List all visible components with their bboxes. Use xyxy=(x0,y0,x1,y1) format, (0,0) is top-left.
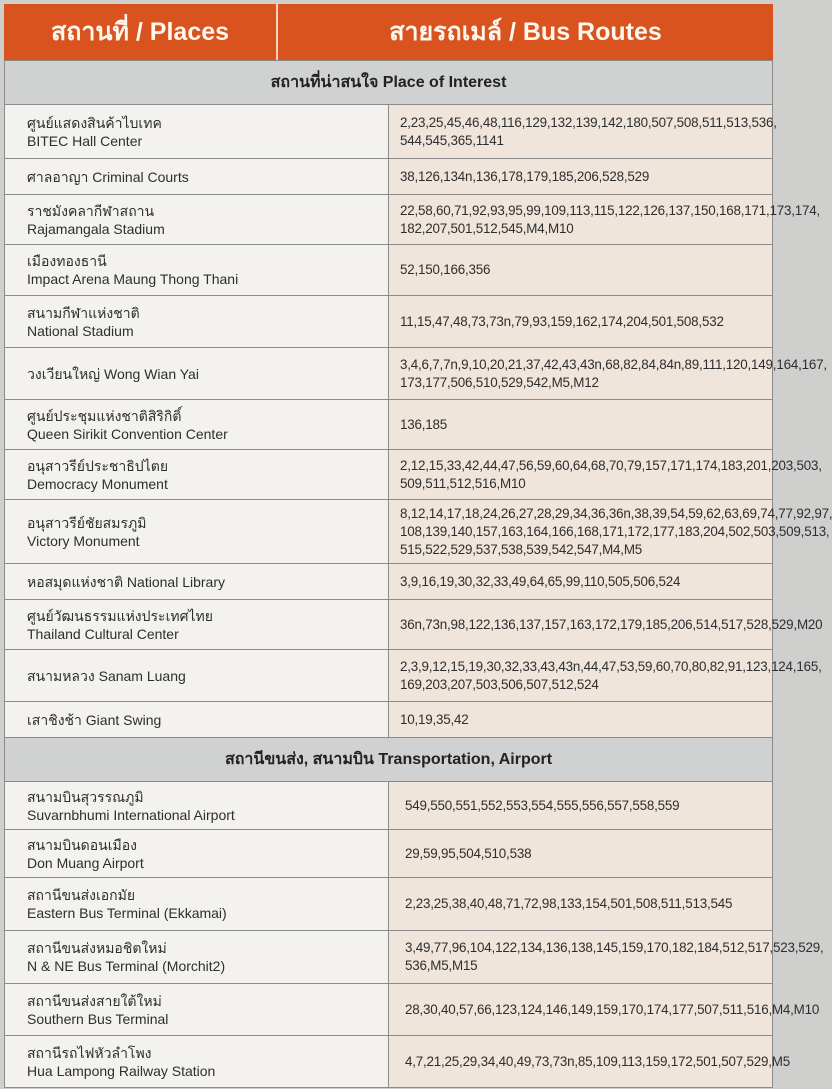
place-name-line: Suvarnbhumi International Airport xyxy=(27,806,235,823)
routes-cell xyxy=(389,296,773,348)
routes-line: 3,4,6,7,7n,9,10,20,21,37,42,43,43n,68,82,84,84n,89,111,120,149,164,167, xyxy=(400,356,827,372)
routes-cell xyxy=(389,931,824,984)
place-cell xyxy=(5,400,389,450)
place-name-line: สนามหลวง Sanam Luang xyxy=(27,667,186,684)
routes-line: 136,185 xyxy=(400,416,448,432)
table-row xyxy=(5,1036,773,1088)
place-name-line: อนุสาวรีย์ชัยสมรภูมิ xyxy=(27,514,147,531)
place-name-line: Southern Bus Terminal xyxy=(27,1010,169,1027)
place-name-line: National Stadium xyxy=(27,322,134,339)
table-row xyxy=(5,500,773,564)
routes-cell xyxy=(389,195,821,245)
table-row xyxy=(5,245,773,296)
routes-cell xyxy=(389,450,822,500)
table-row xyxy=(5,600,773,650)
table-row xyxy=(5,195,773,245)
place-name-line: อนุสาวรีย์ประชาธิปไตย xyxy=(27,457,169,474)
place-name-line: สถานีขนส่งสายใต้ใหม่ xyxy=(27,992,162,1009)
section-title: สถานีขนส่ง, สนามบิน Transportation, Airport xyxy=(5,738,773,782)
routes-line: 182,207,501,512,545,M4,M10 xyxy=(400,220,574,236)
routes-line: 11,15,47,48,73,73n,79,93,159,162,174,204,501,508,532 xyxy=(400,313,724,329)
place-name-line: สถานีขนส่งหมอชิตใหม่ xyxy=(27,940,167,956)
place-name-line: Rajamangala Stadium xyxy=(27,220,165,237)
routes-line: 3,49,77,96,104,122,134,136,138,145,159,170,182,184,512,517,523,529, xyxy=(405,940,824,955)
place-cell xyxy=(5,500,389,564)
routes-cell xyxy=(389,245,773,296)
place-name-line: Don Muang Airport xyxy=(27,854,144,871)
routes-line: 22,58,60,71,92,93,95,99,109,113,115,122,126,137,150,168,171,173,174, xyxy=(400,202,821,218)
routes-line: 36n,73n,98,122,136,137,157,163,172,179,185,206,514,517,528,529,M20 xyxy=(400,616,823,632)
table-row xyxy=(5,878,773,931)
table-row xyxy=(5,296,773,348)
place-cell xyxy=(5,702,389,738)
routes-line: 173,177,506,510,529,542,M5,M12 xyxy=(400,374,599,390)
routes-cell xyxy=(389,400,773,450)
table-row xyxy=(5,782,773,830)
routes-cell xyxy=(389,348,827,400)
routes-line: 28,30,40,57,66,123,124,146,149,159,170,174,177,507,511,516,M4,M10 xyxy=(405,1001,820,1017)
routes-cell xyxy=(389,105,777,159)
routes-cell xyxy=(389,564,773,600)
place-cell xyxy=(5,105,389,159)
table-row xyxy=(5,702,773,738)
routes-line: 2,12,15,33,42,44,47,56,59,60,64,68,70,79,157,171,174,183,201,203,503, xyxy=(400,457,822,473)
place-cell xyxy=(5,878,389,931)
routes-line: 2,23,25,45,46,48,116,129,132,139,142,180,507,508,511,513,536, xyxy=(400,114,777,130)
routes-line: 2,3,9,12,15,19,30,32,33,43,43n,44,47,53,59,60,70,80,82,91,123,124,165, xyxy=(400,658,822,674)
bus-route-sheet xyxy=(4,4,832,1085)
routes-column-header: สายรถเมล์ / Bus Routes xyxy=(278,4,773,60)
routes-cell xyxy=(389,984,820,1036)
place-name-line: Democracy Monument xyxy=(27,475,168,492)
table-row xyxy=(5,400,773,450)
routes-cell xyxy=(389,650,822,702)
place-cell xyxy=(5,600,389,650)
routes-table xyxy=(4,60,832,1088)
routes-line: 515,522,529,537,538,539,542,547,M4,M5 xyxy=(400,541,643,557)
routes-line: 169,203,207,503,506,507,512,524 xyxy=(400,676,599,692)
place-name-line: ศูนย์แสดงสินค้าไบเทค xyxy=(27,114,162,131)
routes-line: 38,126,134n,136,178,179,185,206,528,529 xyxy=(400,168,650,184)
place-name-line: Hua Lampong Railway Station xyxy=(27,1062,216,1079)
routes-line: 29,59,95,504,510,538 xyxy=(405,845,532,861)
routes-line: 509,511,512,516,M10 xyxy=(400,475,526,491)
table-row xyxy=(5,159,773,195)
routes-cell xyxy=(389,878,773,931)
routes-cell xyxy=(389,159,773,195)
routes-line: 4,7,21,25,29,34,40,49,73,73n,85,109,113,159,172,501,507,529,M5 xyxy=(405,1053,790,1069)
routes-line: 549,550,551,552,553,554,555,556,557,558,559 xyxy=(405,797,680,813)
table-row xyxy=(5,564,773,600)
routes-line: 108,139,140,157,163,164,166,168,171,172,177,183,204,502,503,509,513, xyxy=(400,523,830,539)
place-cell xyxy=(5,450,389,500)
routes-line: 52,150,166,356 xyxy=(400,262,491,277)
place-name-line: Queen Sirikit Convention Center xyxy=(27,425,228,442)
place-name-line: เมืองทองธานี xyxy=(27,253,107,269)
place-cell xyxy=(5,984,389,1036)
routes-line: 2,23,25,38,40,48,71,72,98,133,154,501,508,511,513,545 xyxy=(405,896,733,911)
place-name-line: ราชมังคลากีฬาสถาน xyxy=(27,202,155,219)
section-title: สถานที่น่าสนใจ Place of Interest xyxy=(5,61,773,105)
place-name-line: ศาลอาญา Criminal Courts xyxy=(27,168,189,185)
routes-line: 544,545,365,1141 xyxy=(400,132,504,148)
place-name-line: Victory Monument xyxy=(27,532,140,549)
table-row xyxy=(5,105,773,159)
place-name-line: วงเวียนใหญ่ Wong Wian Yai xyxy=(27,365,199,382)
place-name-line: สถานีรถไฟหัวลำโพง xyxy=(27,1044,152,1061)
place-name-line: Eastern Bus Terminal (Ekkamai) xyxy=(27,905,227,921)
section-header xyxy=(5,61,773,105)
place-cell xyxy=(5,245,389,296)
place-cell xyxy=(5,931,389,984)
place-cell xyxy=(5,650,389,702)
places-column-header: สถานที่ / Places xyxy=(4,4,278,60)
routes-cell xyxy=(389,830,773,878)
table-row xyxy=(5,830,773,878)
place-name-line: เสาชิงช้า Giant Swing xyxy=(27,711,162,728)
table-header xyxy=(4,4,773,60)
table-row xyxy=(5,450,773,500)
place-name-line: สนามบินดอนเมือง xyxy=(27,836,137,853)
place-name-line: สถานีขนส่งเอกมัย xyxy=(27,887,136,903)
routes-cell xyxy=(389,702,773,738)
place-cell xyxy=(5,564,389,600)
place-name-line: สนามบินสุวรรณภูมิ xyxy=(27,788,144,805)
place-name-line: Impact Arena Maung Thong Thani xyxy=(27,271,239,287)
table-row xyxy=(5,650,773,702)
table-row xyxy=(5,984,773,1036)
place-name-line: หอสมุดแห่งชาติ National Library xyxy=(27,573,225,590)
place-name-line: สนามกีฬาแห่งชาติ xyxy=(27,304,140,321)
place-cell xyxy=(5,782,389,830)
routes-line: 536,M5,M15 xyxy=(405,958,478,973)
place-cell xyxy=(5,830,389,878)
routes-line: 8,12,14,17,18,24,26,27,28,29,34,36,36n,38,39,54,59,62,63,69,74,77,92,97, xyxy=(400,505,832,521)
place-cell xyxy=(5,348,389,400)
table-row xyxy=(5,931,773,984)
routes-cell xyxy=(389,600,823,650)
place-name-line: BITEC Hall Center xyxy=(27,132,143,149)
place-cell xyxy=(5,1036,389,1088)
place-name-line: ศูนย์ประชุมแห่งชาติสิริกิติ์ xyxy=(27,407,182,424)
place-name-line: Thailand Cultural Center xyxy=(27,625,179,642)
routes-line: 3,9,16,19,30,32,33,49,64,65,99,110,505,506,524 xyxy=(400,573,681,589)
routes-cell xyxy=(389,500,832,564)
place-name-line: ศูนย์วัฒนธรรมแห่งประเทศไทย xyxy=(27,607,213,624)
place-cell xyxy=(5,195,389,245)
place-cell xyxy=(5,159,389,195)
routes-cell xyxy=(389,1036,790,1088)
place-cell xyxy=(5,296,389,348)
table-row xyxy=(5,348,773,400)
place-name-line: N & NE Bus Terminal (Morchit2) xyxy=(27,958,226,974)
section-header xyxy=(5,738,773,782)
routes-line: 10,19,35,42 xyxy=(400,711,469,727)
routes-cell xyxy=(389,782,773,830)
